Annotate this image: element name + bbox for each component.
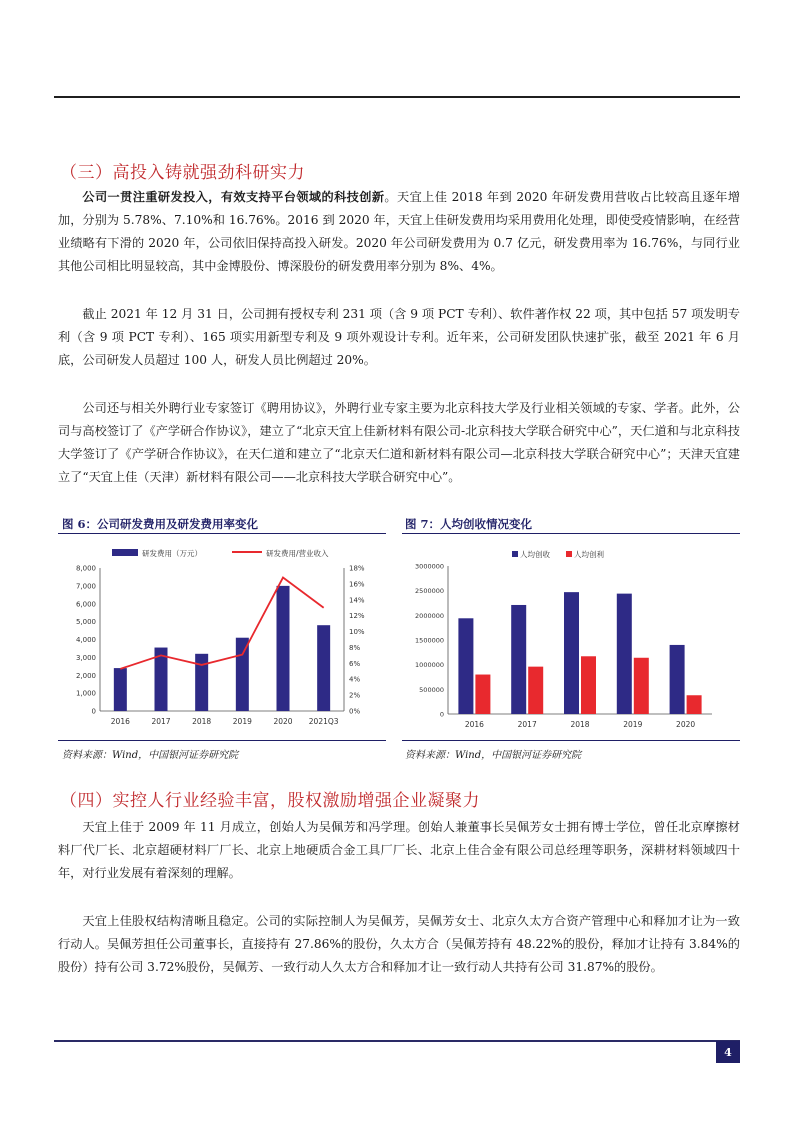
figure6-title: 图 6：公司研发费用及研发费用率变化 [62, 517, 259, 531]
bar-profit-per-capita [634, 658, 649, 714]
section-heading-rd: （三）高投入铸就强劲科研实力 [60, 163, 305, 183]
y-right-tick-label: 6% [349, 659, 361, 668]
page-number: 4 [716, 1041, 740, 1063]
y-left-tick-label: 2,000 [75, 671, 96, 680]
legend-swatch-profit-per-capita [566, 551, 572, 557]
bar-profit-per-capita [528, 667, 543, 714]
figure6-chart [58, 536, 388, 736]
x-tick-label: 2019 [623, 720, 643, 729]
y-tick-label: 3000000 [415, 562, 444, 571]
bar-revenue-per-capita [670, 645, 685, 714]
paragraph-rd-investment [58, 186, 740, 278]
legend-label-profit-per-capita: 人均创利 [574, 550, 604, 559]
y-tick-label: 2000000 [415, 611, 444, 620]
figure7-title: 图 7：人均创收情况变化 [405, 517, 533, 531]
figure6-bottom-rule [58, 740, 386, 741]
y-right-tick-label: 8% [349, 643, 361, 652]
paragraph-body: 。天宜上佳 2018 年到 2020 年研发费用营收占比较高且逐年增加，分别为 5.78%、7.10%和 16.76%。2016 到 2020 年，天宜上佳研发费用均采用费用化处理，即使受疫情影响，在经营业绩略有下滑的 2020 年，公司依旧保持高投入研发。2020 年公司研发费用为 0.7 亿元，研发费用率为 16.76%，与同行业其他公司相比明显较高，其中金博股份、博深股份的研发费用率分别为 8%、4%。 [58, 190, 741, 273]
figure7-source: 资料来源：Wind，中国银河证券研究院 [405, 750, 582, 761]
line-rd-ratio [120, 578, 323, 669]
y-right-tick-label: 12% [349, 612, 365, 621]
y-right-tick-label: 0% [349, 707, 361, 716]
legend-label-rd-expense: 研发费用（万元） [142, 549, 202, 558]
y-right-tick-label: 14% [349, 596, 365, 605]
x-tick-label: 2017 [517, 720, 537, 729]
bar-rd-expense [317, 625, 330, 711]
bar-revenue-per-capita [617, 594, 632, 714]
bar-profit-per-capita [475, 675, 490, 714]
figure6-top-rule [58, 533, 386, 534]
bar-revenue-per-capita [564, 592, 579, 714]
x-tick-label: 2016 [464, 720, 484, 729]
x-tick-label: 2017 [151, 717, 171, 726]
bar-rd-expense [277, 586, 290, 711]
y-left-tick-label: 0 [91, 707, 96, 716]
legend-swatch-revenue-per-capita [512, 551, 518, 557]
x-tick-label: 2019 [232, 717, 252, 726]
y-right-tick-label: 16% [349, 580, 365, 589]
bar-profit-per-capita [581, 656, 596, 714]
y-tick-label: 0 [439, 710, 444, 719]
y-left-tick-label: 7,000 [75, 582, 96, 591]
y-left-tick-label: 5,000 [75, 618, 96, 627]
y-right-tick-label: 4% [349, 675, 361, 684]
figure7-chart [402, 536, 740, 736]
y-tick-label: 500000 [419, 685, 444, 694]
x-tick-label: 2020 [273, 717, 293, 726]
legend-label-rd-ratio: 研发费用/营业收入 [266, 549, 329, 558]
y-right-tick-label: 10% [349, 628, 365, 637]
bar-revenue-per-capita [458, 618, 473, 714]
figure7-bottom-rule [402, 740, 740, 741]
y-right-tick-label: 18% [349, 564, 365, 573]
x-tick-label: 2018 [192, 717, 212, 726]
bar-revenue-per-capita [511, 605, 526, 714]
x-tick-label: 2016 [110, 717, 130, 726]
y-tick-label: 1500000 [415, 636, 444, 645]
section-heading-controller: （四）实控人行业经验丰富，股权激励增强企业凝聚力 [60, 791, 480, 811]
paragraph-lead-bold: 公司一贯注重研发投入，有效支持平台领域的科技创新 [82, 190, 385, 204]
y-left-tick-label: 4,000 [75, 636, 96, 644]
bar-profit-per-capita [687, 695, 702, 714]
figure7-top-rule [402, 533, 740, 534]
y-left-tick-label: 6,000 [75, 600, 96, 609]
legend-label-revenue-per-capita: 人均创收 [520, 550, 550, 559]
paragraph-equity: 天宜上佳股权结构清晰且稳定。公司的实际控制人为吴佩芳，吴佩芳女士、北京久太方合资产管理中心和释加才让为一致行动人。吴佩芳担任公司董事长，直接持有 27.86%的股份，久太方合（吴佩芳持有 48.22%的股份，释加才让持有 3.84%的股份）持有公司 3.72%股份，吴佩芳、一致行动人久太方合和释加才让一致行动人共持有公司 31.87%的股份。 [58, 914, 740, 974]
x-tick-label: 2021Q3 [308, 717, 339, 726]
x-tick-label: 2020 [676, 720, 696, 729]
header-rule [54, 96, 740, 98]
y-tick-label: 2500000 [415, 587, 444, 596]
x-tick-label: 2018 [570, 720, 590, 729]
y-left-tick-label: 1,000 [75, 689, 96, 698]
y-left-tick-label: 3,000 [75, 653, 96, 662]
bar-rd-expense [195, 654, 208, 711]
y-tick-label: 1000000 [415, 661, 444, 670]
y-left-tick-label: 8,000 [75, 564, 96, 573]
paragraph-founder: 天宜上佳于 2009 年 11 月成立，创始人为吴佩芳和冯学理。创始人兼董事长吴佩芳女士拥有博士学位，曾任北京摩擦材料厂代厂长、北京超硬材料厂厂长、北京上地硬质合金工具厂厂长、北京上佳合金有限公司总经理等职务，深耕材料领域四十年，对行业发展有着深刻的理解。 [58, 820, 740, 880]
legend-swatch-rd-expense [112, 549, 138, 556]
paragraph-patents: 截止 2021 年 12 月 31 日，公司拥有授权专利 231 项（含 9 项 PCT 专利）、软件著作权 22 项，其中包括 57 项发明专利（含 9 项 PCT 专利）、165 项实用新型专利及 9 项外观设计专利。近年来，公司研发团队快速扩张，截至 2021 年 6 月底，公司研发人员超过 100 人，研发人员比例超过 20%。 [58, 307, 740, 367]
paragraph-cooperation: 公司还与相关外聘行业专家签订《聘用协议》，外聘行业专家主要为北京科技大学及行业相关领域的专家、学者。此外，公司与高校签订了《产学研合作协议》，建立了“北京天宜上佳新材料有限公司-北京科技大学联合研究中心”，天仁道和与北京科技大学签订了《产学研合作协议》，在天仁道和建立了“北京天仁道和新材料有限公司—北京科技大学联合研究中心”；天津天宜建立了“天宜上佳（天津）新材料有限公司——北京科技大学联合研究中心”。 [58, 401, 740, 484]
footer-rule [54, 1040, 740, 1042]
bar-rd-expense [236, 638, 249, 711]
figure6-source: 资料来源：Wind，中国银河证券研究院 [62, 750, 239, 761]
bar-rd-expense [114, 668, 127, 711]
y-right-tick-label: 2% [349, 691, 361, 700]
